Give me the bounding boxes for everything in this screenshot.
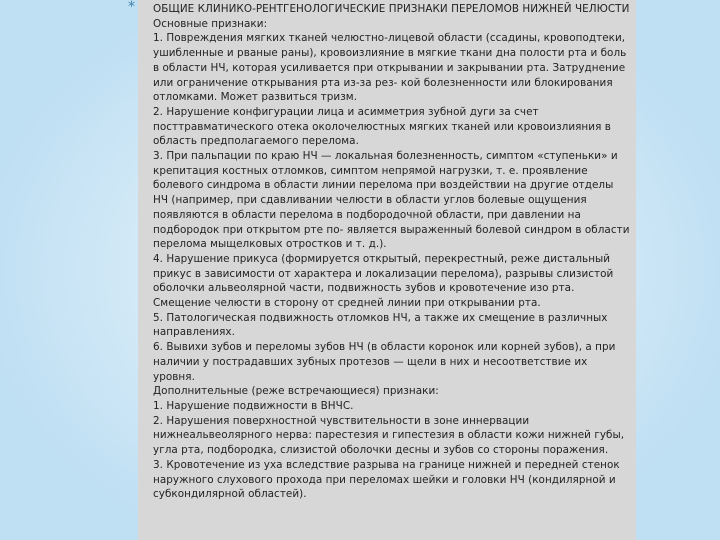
slide-heading [153,2,631,31]
additional-sign-3: 3. Кровотечение из уха вследствие разрыва на границе нижней и передней стенок наружного слухового прохода при переломах шейки и головки НЧ (кондилярной и субкондилярной областей). [153,458,620,501]
paragraph-5: 5. Патологическая подвижность отломков НЧ, а также их смещение в различных направлениях. [153,311,608,339]
additional-sign-1: 1. Нарушение подвижности в ВНЧС. [153,399,354,412]
paragraph-2: 2. Нарушение конфигурации лица и асимметрия зубной дуги за счет посттравматического отека околочелюстных мягких тканей или кровоизлияния в область предполагаемого перелома. [153,105,611,148]
paragraph-4: 4. Нарушение прикуса (формируется открытый, перекрестный, реже дистальный прикус в зависимости от характера и локализации перелома), разрывы слизистой оболочки альвеолярной части, подвижность зубов и кровотечение изо рта. Смещение челюсти в сторону от средней линии при открывании рта. [153,252,614,310]
additional-sign-2: 2. Нарушения поверхностной чувствительности в зоне иннервации нижнеальвеолярного нерва: парестезия и гипестезия в области кожи нижней губы, угла рта, подбородка, слизистой оболочки десны и зубов со стороны поражения. [153,414,625,457]
heading-title: ОБЩИЕ КЛИНИКО-РЕНТГЕНОЛОГИЧЕСКИЕ ПРИЗНАКИ ПЕРЕЛОМОВ НИЖНЕЙ ЧЕЛЮСТИ [153,3,630,15]
bullet-star-icon: * [128,0,135,15]
heading-suffix: Основные признаки: [153,17,268,30]
paragraph-6: 6. Вывихи зубов и переломы зубов НЧ (в области коронок или корней зубов), а при наличии у пострадавших зубных протезов — щели в них и несоответствие их уровня. [153,341,616,383]
additional-signs-heading: Дополнительные (реже встречающиеся) признаки: [153,385,439,398]
slide-text-body [153,2,631,502]
paragraph-3: 3. При пальпации по краю НЧ — локальная болезненность, симптом «ступеньки» и крепитация костных отломков, симптом непрямой нагрузки, т. е. проявление болевого синдрома в области линии перелома при воздействии на другие отделы НЧ (например, при сдавливании челюсти в области углов болевые ощущения появляются в области перелома в подбородочной области, при давлении на подбородок при открытом рте по- является выраженный болевой синдром в области перелома мыщелковых отростков и т. д.). [153,150,630,251]
paragraph-1: 1. Повреждения мягких тканей челюстно-лицевой области (ссадины, кровоподтеки, ушибленные и рваные раны), кровоизлияние в мягкие ткани дна полости рта и боль в области НЧ, которая усиливается при открывании и закрывании рта. Затруднение или ограничение открывания рта из-за рез- кой болезненности или блокирования отломками. Может развиться тризм. [153,32,627,104]
